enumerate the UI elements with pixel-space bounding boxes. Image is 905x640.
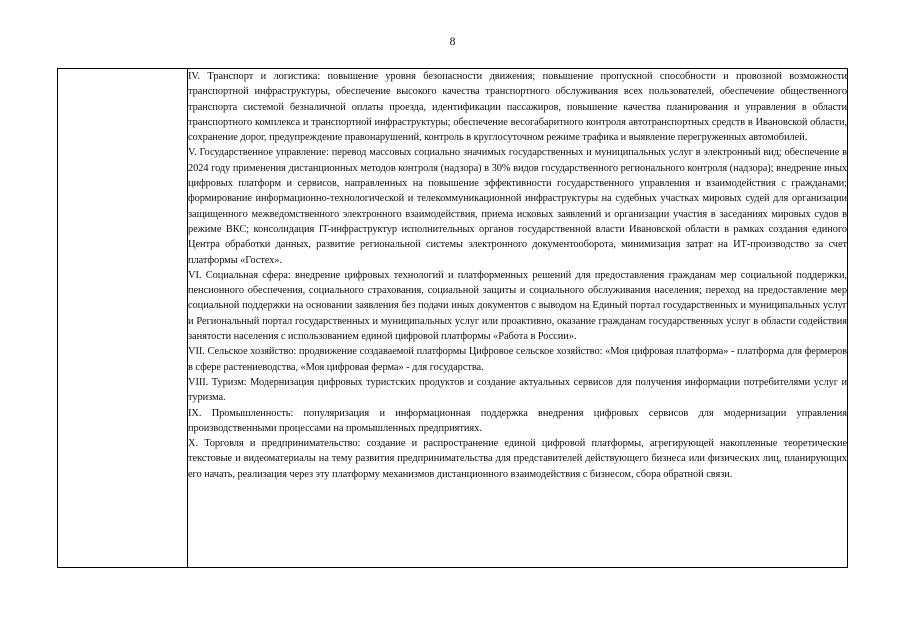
paragraph-tourism: VIII. Туризм: Модернизация цифровых туристских продуктов и создание актуальных сервисов для получения информации потребителями услуг и туризма. [188, 376, 847, 404]
paragraph-agriculture: VII. Сельское хозяйство: продвижение создаваемой платформы Цифровое сельское хозяйство: «Моя цифровая платформа» - платформа для фермеров в сфере растениеводства, «Моя цифровая ферма» - для государства. [188, 346, 847, 373]
table-right-cell [188, 69, 848, 568]
page-number: 8 [449, 36, 456, 48]
content-table [57, 68, 848, 568]
table-left-cell [58, 69, 188, 568]
table-row [58, 69, 848, 568]
paragraph-social-sphere: VI. Социальная сфера: внедрение цифровых технологий и платформенных решений для предоставления гражданам мер социальной поддержки, пенсионного обеспечения, социального страхования, социальной защиты и социального обслуживания населения; переход на предоставление мер социальной поддержки на основании заявления без подачи иных документов с выводом на Единый портал государственных и муниципальных услуг и Региональный портал государственных и муниципальных услуг или проактивно, оказание гражданам государственных услуг в области содействия занятости населения с использованием единой цифровой платформы «Работа в России». [188, 269, 847, 343]
paragraph-trade-entrepreneurship: X. Торговля и предпринимательство: создание и распространение единой цифровой платформы, агрегирующей накопленные теоретические текстовые и видеоматериалы на тему развития предпринимательства для представителей действующего бизнеса или физических лиц, планирующих его начать, реализация через эту платформу механизмов дистанционного взаимодействия с бизнесом, сбора обратной связи. [188, 438, 847, 480]
paragraph-industry: IX. Промышленность: популяризация и информационная поддержка внедрения цифровых сервисов для модернизации управления производственными процессами на промышленных предприятиях. [188, 407, 847, 434]
paragraph-transport: IV. Транспорт и логистика: повышение уровня безопасности движения; повышение пропускной способности и провозной возможности транспортной инфраструктуры, обеспечение высокого качества транспортного обслуживания всех пользователей, обеспечение общественного транспорта системой безналичной оплаты проезда, идентификации пассажиров, повышение качества планирования и управления в области транспортного комплекса и транспортной инфраструктуры; обеспечение весогабаритного контроля автотранспортных средств в Ивановской области, сохранение дорог, предупреждение правонарушений, контроль в круглосуточном режиме трафика и выявление перегруженных автомобилей. [188, 71, 847, 144]
paragraph-public-administration: V. Государственное управление: перевод массовых социально значимых государственных и муниципальных услуг в электронный вид; обеспечение в 2024 году применения дистанционных методов контроля (надзора) в 30% видов государственного регионального контроля (надзора); внедрение иных цифровых платформ и сервисов, направленных на повышение эффективности государственного управления и взаимодействия с гражданами; формирование информационно-технологической и телекоммуникационной инфраструктуры на судебных участках мировых судей для организации защищенного межведомственного электронного взаимодействия, приема исковых заявлений и организации участия в заседаниях мировых судов в режиме ВКС; консолидация IT-инфраструктур исполнительных органов государственной власти Ивановской области в рамках создания единого Центра обработки данных, развитие региональной системы электронного документооборота, минимизация затрат на ИТ-производство за счет платформы «Гостех». [188, 147, 847, 266]
